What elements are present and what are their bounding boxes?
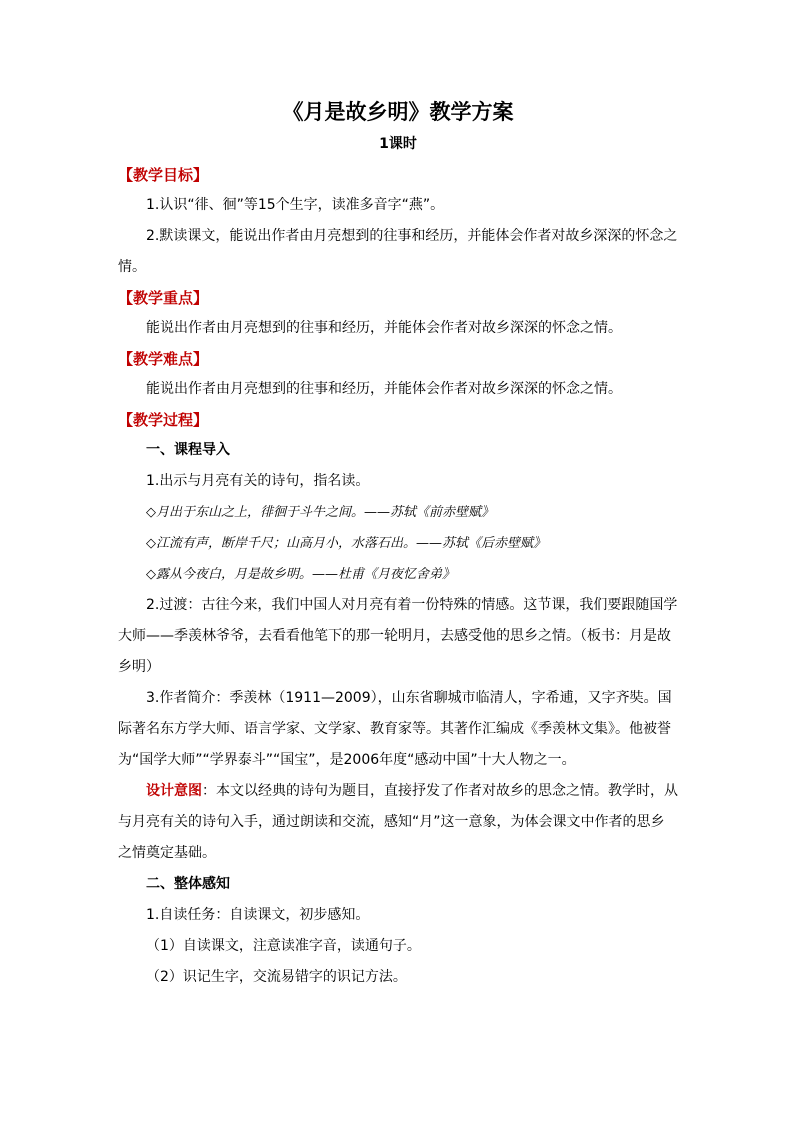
difficulties-heading: 【教学难点】: [118, 350, 209, 368]
overview-sub-2: （2）识记生字，交流易错字的识记方法。: [146, 969, 407, 985]
key-points-text: 能说出作者由月亮想到的往事和经历，并能体会作者对故乡深深的怀念之情。: [146, 320, 622, 336]
goal-item-2: 2.默读课文，能说出作者由月亮想到的往事和经历，并能体会作者对故乡深深的怀念之情。: [118, 228, 678, 275]
goals-heading: 【教学目标】: [118, 166, 209, 184]
poem-quote: ◇月出于东山之上，徘徊于斗牛之间。——苏轼《前赤壁赋》: [146, 505, 494, 520]
overview-sub-1: （1）自读课文，注意读准字音，读通句子。: [146, 938, 421, 954]
key-points-heading: 【教学重点】: [118, 289, 209, 307]
overview-step-1: 1.自读任务：自读课文，初步感知。: [146, 907, 370, 923]
intro-step-3: 3.作者简介：季羡林（1911—2009），山东省聊城市临清人，字希逋，又字齐奘。国际著名东方学大师、语言学家、文学家、教育家等。其著作汇编成《季羡林文集》。他被誉为“国学大师”“学界泰斗”“国宝”，是2006年度“感动中国”十大人物之一。: [118, 690, 672, 768]
poem-quote: ◇江流有声，断岸千尺；山高月小，水落石出。——苏轼《后赤壁赋》: [146, 536, 546, 551]
process-heading: 【教学过程】: [118, 411, 209, 429]
section-intro-title: 一、课程导入: [146, 442, 230, 458]
document-page: [118, 96, 678, 993]
difficulties-text: 能说出作者由月亮想到的往事和经历，并能体会作者对故乡深深的怀念之情。: [146, 381, 622, 397]
lesson-duration: 1课时: [379, 136, 417, 152]
section-overview-title: 二、整体感知: [146, 876, 230, 892]
poem-quote: ◇露从今夜白，月是故乡明。——杜甫《月夜忆舍弟》: [146, 567, 455, 582]
goal-item-1: 1.认识“徘、徊”等15个生字，读准多音字“燕”。: [146, 197, 445, 213]
intro-step-1: 1.出示与月亮有关的诗句，指名读。: [146, 473, 370, 489]
intro-step-2: 2.过渡：古往今来，我们中国人对月亮有着一份特殊的情感。这节课，我们要跟随国学大师——季羡林爷爷，去看看他笔下的那一轮明月，去感受他的思乡之情。（板书：月是故乡明）: [118, 597, 678, 675]
page-title: 《月是故乡明》教学方案: [282, 99, 514, 124]
design-intent: [118, 776, 678, 869]
design-intent-label: 设计意图: [146, 783, 202, 799]
design-intent-text: ：本文以经典的诗句为题目，直接抒发了作者对故乡的思念之情。教学时，从与月亮有关的诗句入手，通过朗读和交流，感知“月”这一意象，为体会课文中作者的思乡之情奠定基础。: [118, 783, 678, 861]
